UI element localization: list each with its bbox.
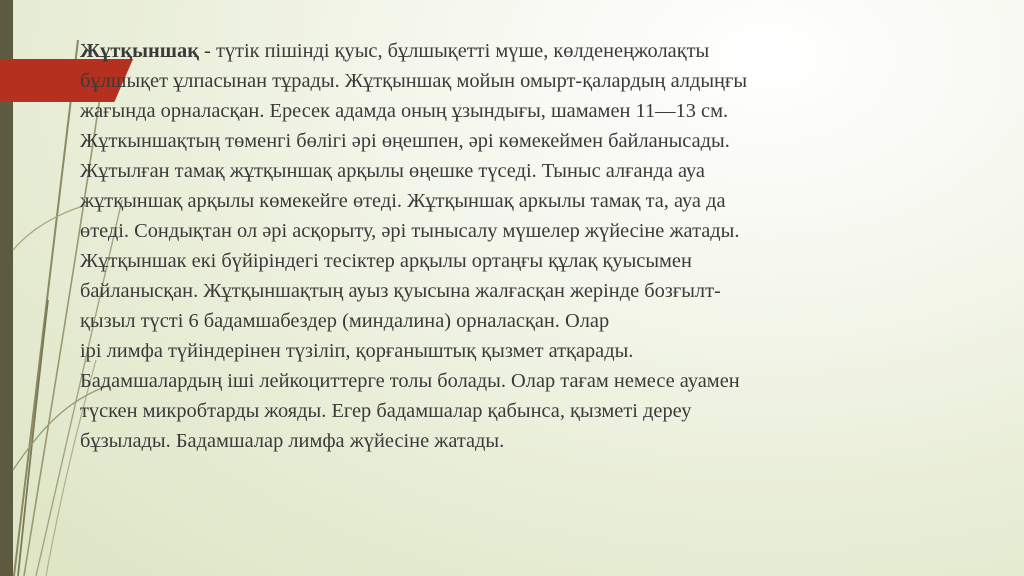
grass-stem xyxy=(14,40,78,576)
text-line: жағында орналасқан. Ересек адамда оның ұзындығы, шамамен 11—13 см. xyxy=(80,100,729,122)
text-line: бұзылады. Бадамшалар лимфа жүйесіне жатады. xyxy=(80,430,505,452)
text-line: бұлшықет ұлпасынан тұрады. Жұтқыншақ мойын омырт-қалардың алдыңғы xyxy=(80,70,748,92)
grass-stem xyxy=(18,300,48,576)
text-line: өтеді. Сондықтан ол әрі асқорыту, әрі тынысалу мүшелер жүйесіне жатады. xyxy=(80,220,740,242)
text-line: қызыл түсті 6 бадамшабездер (миндалина) орналасқан. Олар xyxy=(80,310,610,332)
text-line xyxy=(80,36,980,66)
text-line: түскен микробтарды жояды. Егер бадамшалар қабынса, қызметі дереу xyxy=(80,400,692,422)
text-line: жұтқыншақ арқылы көмекейге өтеді. Жұтқыншақ аркылы тамақ та, ауа да xyxy=(80,190,726,212)
text-line: байланысқан. Жұтқыншақтың ауыз қуысына жалғасқан жерінде бозғылт- xyxy=(80,280,721,302)
body-text xyxy=(80,36,980,456)
text-line: Бадамшалардың іші лейкоциттерге толы болады. Олар тағам немесе ауамен xyxy=(80,370,740,392)
text-line: Жұтылған тамақ жұтқыншақ арқылы өңешке түседі. Тыныс алғанда ауа xyxy=(80,160,705,182)
term-heading: Жұтқыншақ xyxy=(80,40,199,62)
grass-stem xyxy=(13,205,86,250)
text-line-segment: - түтік пішінді қуыс, бұлшықетті мүше, көлденеңжолақты xyxy=(198,40,710,62)
text-line: Жұткыншақтың төменгі бөлігі әрі өңешпен, әрі көмекеймен байланысады. xyxy=(80,130,730,152)
text-line: ірі лимфа түйіндерінен түзіліп, қорғаныштық қызмет атқарады. xyxy=(80,340,634,362)
text-line: Жұтқыншак екі бүйіріндегі тесіктер арқылы ортаңғы құлақ қуысымен xyxy=(80,250,692,272)
